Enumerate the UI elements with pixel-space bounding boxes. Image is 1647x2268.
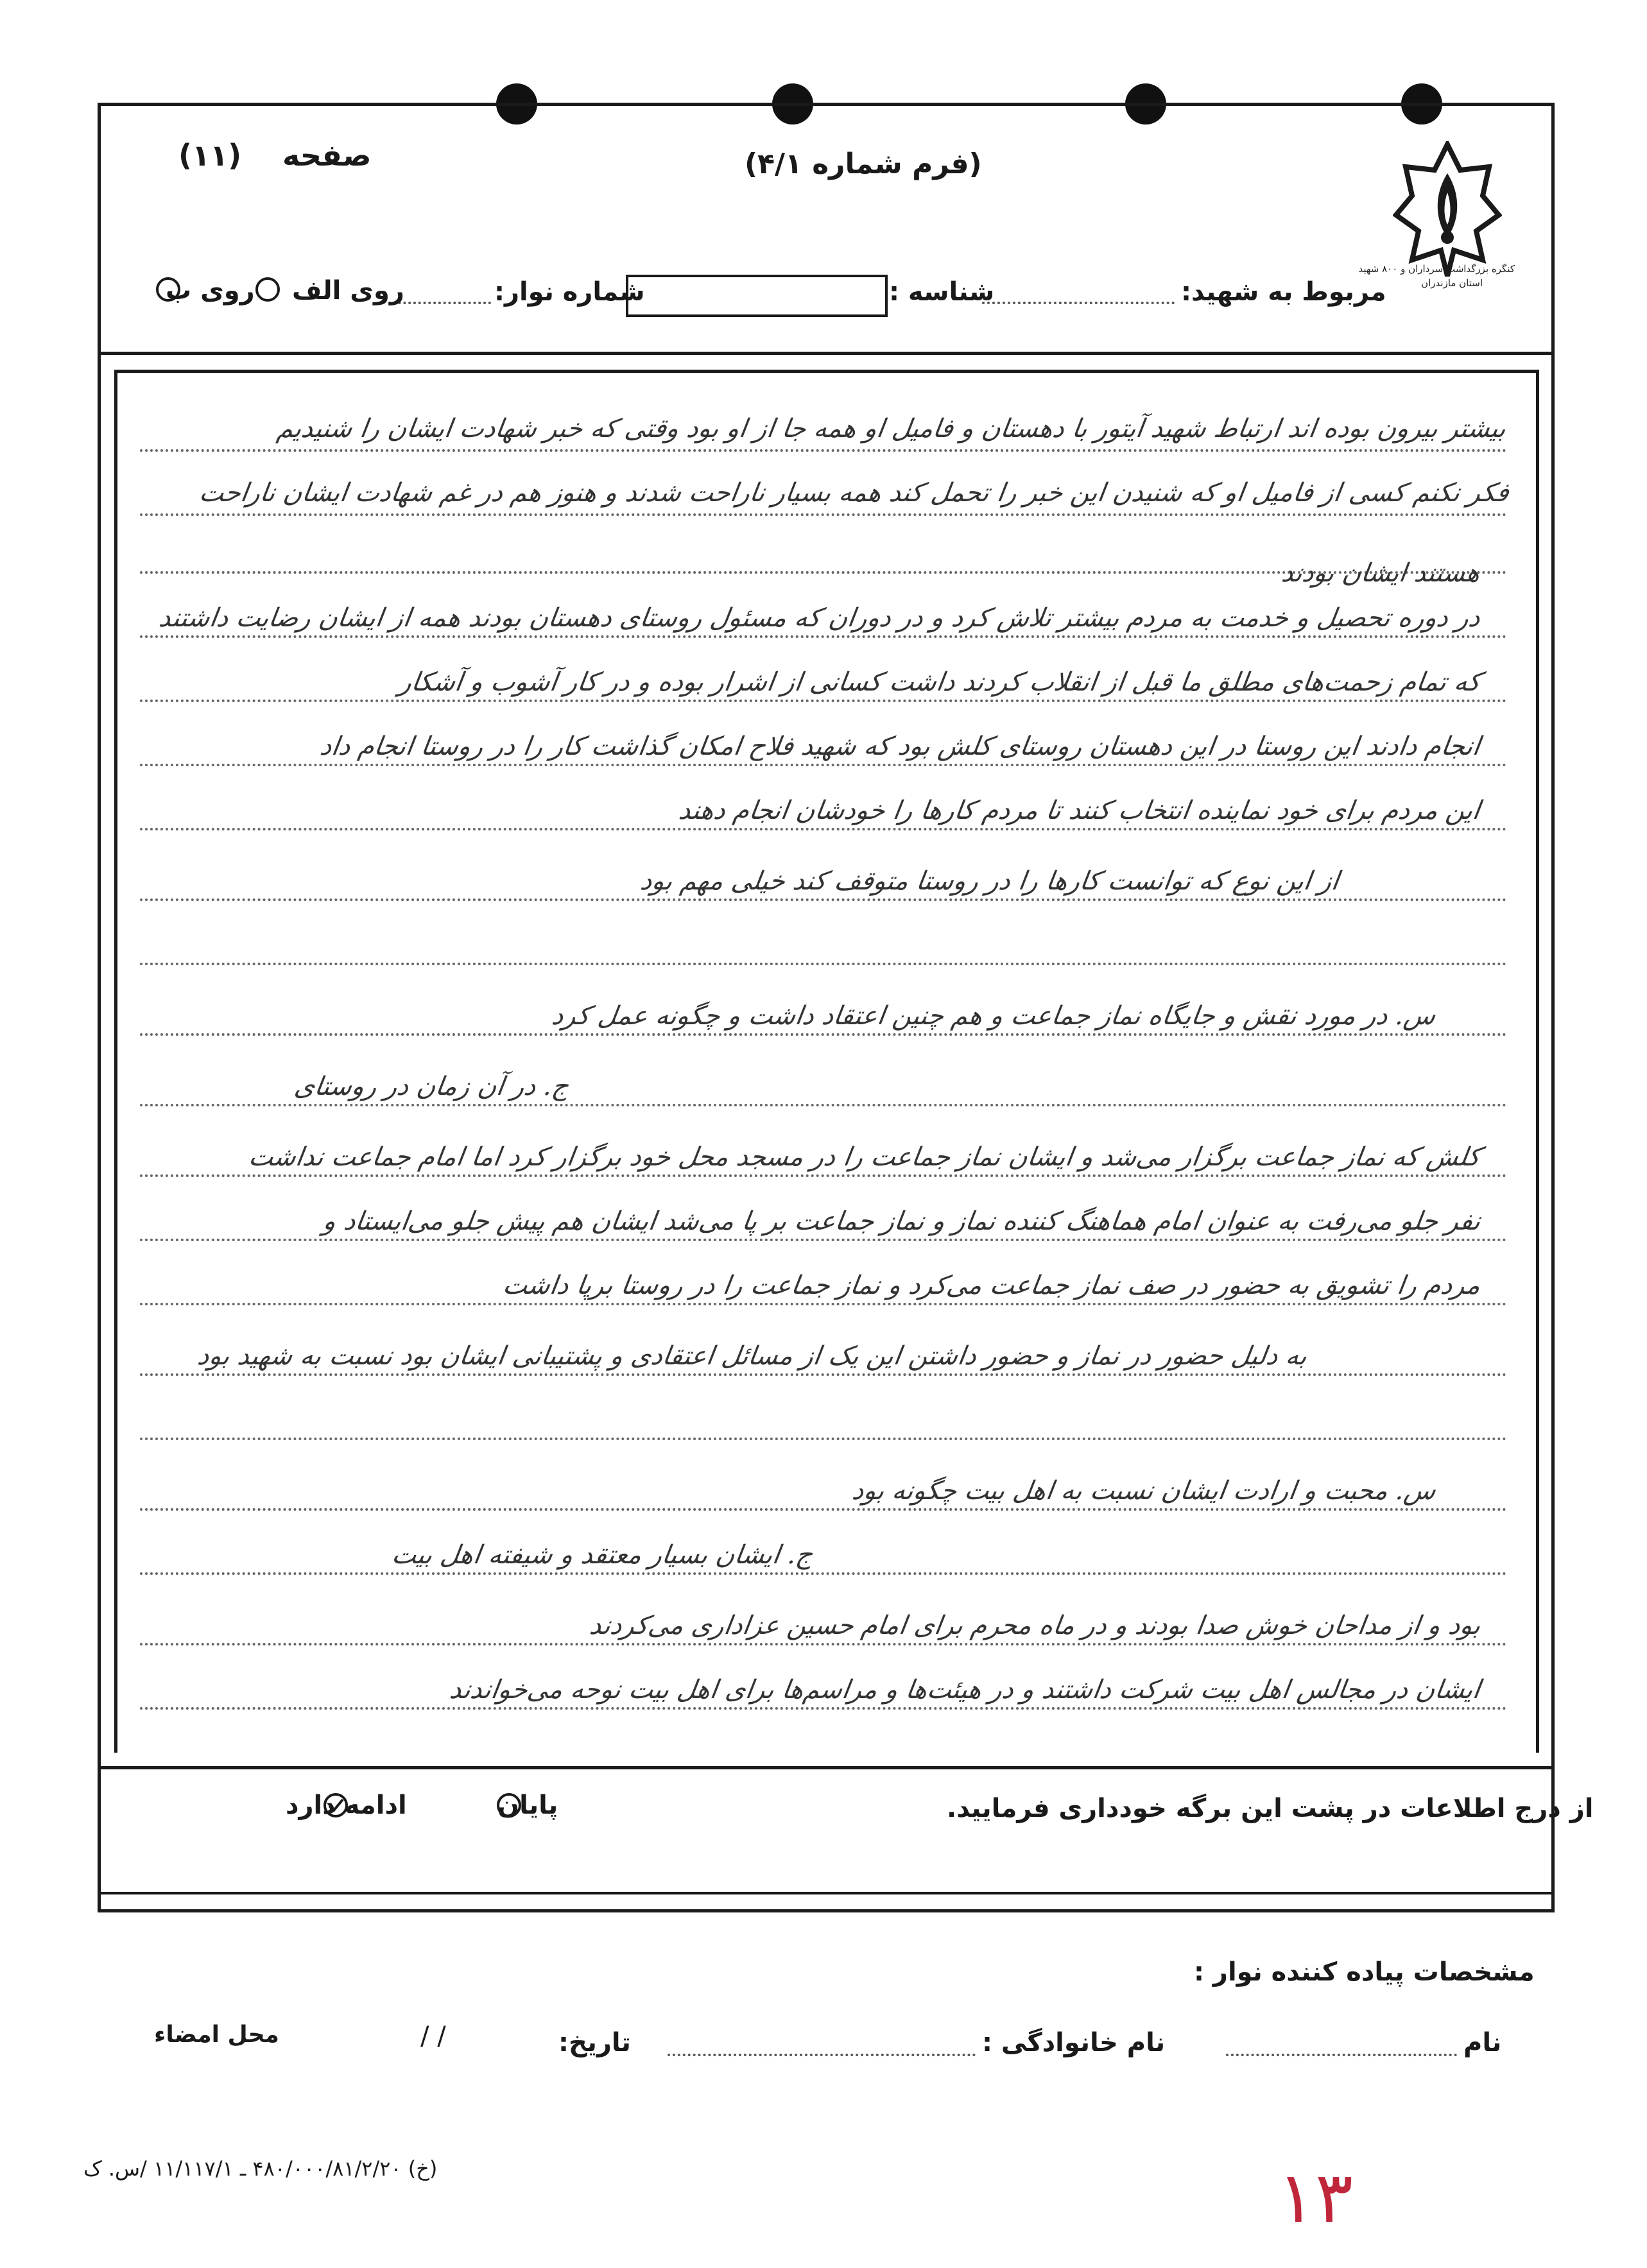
handwriting-line: این مردم برای خود نماینده انتخاب کنند تا مردم کارها را خودشان انجام دهند	[677, 796, 1483, 825]
family-name-field[interactable]	[668, 2054, 976, 2056]
answer-line: بود و از مداحان خوش صدا بودند و در ماه محرم برای امام حسین عزاداری می‌کردند	[587, 1611, 1483, 1640]
footer-divider	[98, 1766, 1555, 1769]
ruled-line	[140, 764, 1507, 766]
name-field[interactable]	[1226, 2054, 1457, 2056]
answer-line: به دلیل حضور در نماز و حضور داشتن این یک از مسائل اعتقادی و پشتیبانی ایشان بود نسبت به شهید بود	[195, 1341, 1309, 1371]
ruled-line	[140, 828, 1507, 830]
org-name-line2: استان مازندران	[1421, 277, 1483, 289]
side-b-radio[interactable]	[156, 277, 180, 302]
answer-line: ایشان در مجالس اهل بیت شرکت داشتند و در هیئت‌ها و مراسم‌ها برای اهل بیت نوحه می‌خواندند	[447, 1675, 1483, 1705]
ruled-line	[140, 1508, 1507, 1511]
ruled-line	[140, 898, 1507, 901]
id-field[interactable]	[626, 275, 888, 317]
date-label: تاریخ:	[558, 2028, 631, 2058]
side-a-radio[interactable]	[255, 277, 280, 302]
ruled-line	[140, 1104, 1507, 1106]
answer-line: نفر جلو می‌رفت به عنوان امام هماهنگ کننده نماز و نماز جماعت بر پا می‌شد ایشان هم پیش جلو می‌ایستاد و	[321, 1207, 1483, 1236]
ruled-line	[140, 700, 1507, 702]
ruled-line	[140, 1033, 1507, 1036]
family-name-label: نام خانوادگی :	[982, 2028, 1166, 2058]
ruled-line	[140, 1438, 1507, 1440]
form-code: (خ) ۴۸۰/۰۰۰/۸۱/۲/۲۰ ـ ۱۱/۱۱۷/۱ /س. ک	[83, 2156, 438, 2181]
id-label: شناسه :	[889, 277, 995, 307]
side-a-label: روی الف	[292, 276, 404, 305]
ruled-line	[140, 1643, 1507, 1645]
answer-line: کلش که نماز جماعت برگزار می‌شد و ایشان نماز جماعت را در مسجد محل خود برگزار کرد اما امام جماعت نداشت	[246, 1142, 1483, 1172]
handwriting-line: انجام دادند این روستا در این دهستان روستای کلش بود که شهید فلاح امکان گذاشت کار را در روستا انجام داد	[318, 732, 1483, 761]
ruled-line	[140, 1174, 1507, 1177]
ruled-line	[140, 513, 1507, 516]
question-line: س. محبت و ارادت ایشان نسبت به اهل بیت چگونه بود	[850, 1476, 1438, 1506]
ruled-line	[140, 1239, 1507, 1241]
handwriting-line: که تمام زحمت‌های مطلق ما قبل از انقلاب کردند داشت کسانی از اشرار بوده و در کار آشوب و آشکار	[397, 667, 1483, 697]
handwriting-line: هستند ایشان بودند	[1280, 558, 1483, 588]
handwriting-line: بیشتر بیرون بوده اند ارتباط شهید آیتور با دهستان و فامیل او همه جا از او بود وقتی که خبر شهادت ایشان را شنیدیم	[275, 414, 1508, 443]
ruled-line	[140, 1373, 1507, 1376]
answer-line: مردم را تشویق به حضور در صف نماز جماعت می‌کرد و نماز جماعت را در روستا برپا داشت	[501, 1271, 1483, 1300]
answer-start: ج. در آن زمان در روستای	[292, 1072, 571, 1101]
transcriber-title: مشخصات پیاده کننده نوار :	[1194, 1957, 1535, 1987]
signature-label: محل امضاء	[154, 2022, 279, 2048]
no-back-notice: از درج اطلاعات در پشت این برگه خودداری فرمایید.	[947, 1794, 1594, 1823]
ruled-line	[140, 1303, 1507, 1305]
page-mark: ۱۳	[1277, 2156, 1354, 2238]
ruled-line	[140, 449, 1507, 452]
end-radio[interactable]	[497, 1793, 521, 1817]
side-b-label: روی ب	[166, 276, 255, 305]
date-field[interactable]: / /	[420, 2022, 446, 2051]
question-line: س. در مورد نقش و جایگاه نماز جماعت و هم چنین اعتقاد داشت و چگونه عمل کرد	[549, 1001, 1438, 1031]
page-label: صفحه	[282, 138, 372, 173]
martyr-field[interactable]	[982, 302, 1175, 304]
ruled-line	[140, 963, 1507, 965]
continue-label: ادامه دارد	[286, 1791, 407, 1820]
end-label: پایان	[497, 1791, 558, 1820]
flame-emblem-icon	[1358, 141, 1515, 289]
martyr-label: مربوط به شهید:	[1181, 277, 1386, 307]
continue-radio[interactable]	[323, 1793, 348, 1817]
footer-bottom-divider	[98, 1892, 1555, 1894]
ruled-line	[140, 635, 1507, 638]
handwriting-line: از این نوع که توانست کارها را در روستا متوقف کند خیلی مهم بود	[639, 866, 1341, 896]
ruled-line	[140, 1572, 1507, 1575]
handwriting-line: در دوره تحصیل و خدمت به مردم بیشتر تلاش کرد و در دوران که مسئول روستای دهستان بودند همه از ایشان رضایت داشتند	[157, 603, 1483, 633]
org-name-line1: کنگره بزرگداشت سرداران و ۸۰۰ شهید	[1358, 263, 1515, 275]
name-label: نام	[1463, 2028, 1502, 2058]
tape-number-label: شماره نوار:	[494, 277, 645, 307]
check-icon	[326, 1796, 345, 1815]
answer-line: ج. ایشان بسیار معتقد و شیفته اهل بیت	[390, 1540, 815, 1570]
header-divider	[98, 352, 1555, 355]
ruled-line	[140, 1707, 1507, 1710]
page-number: (۱۱)	[178, 138, 242, 173]
handwriting-line: فکر نکنم کسی از فامیل او که شنیدن این خبر را تحمل کند همه بسیار ناراحت شدند و هنوز هم در غم شهادت ایشان ناراحت	[198, 478, 1512, 508]
form-title: (فرم شماره ۴/۱)	[745, 148, 982, 180]
